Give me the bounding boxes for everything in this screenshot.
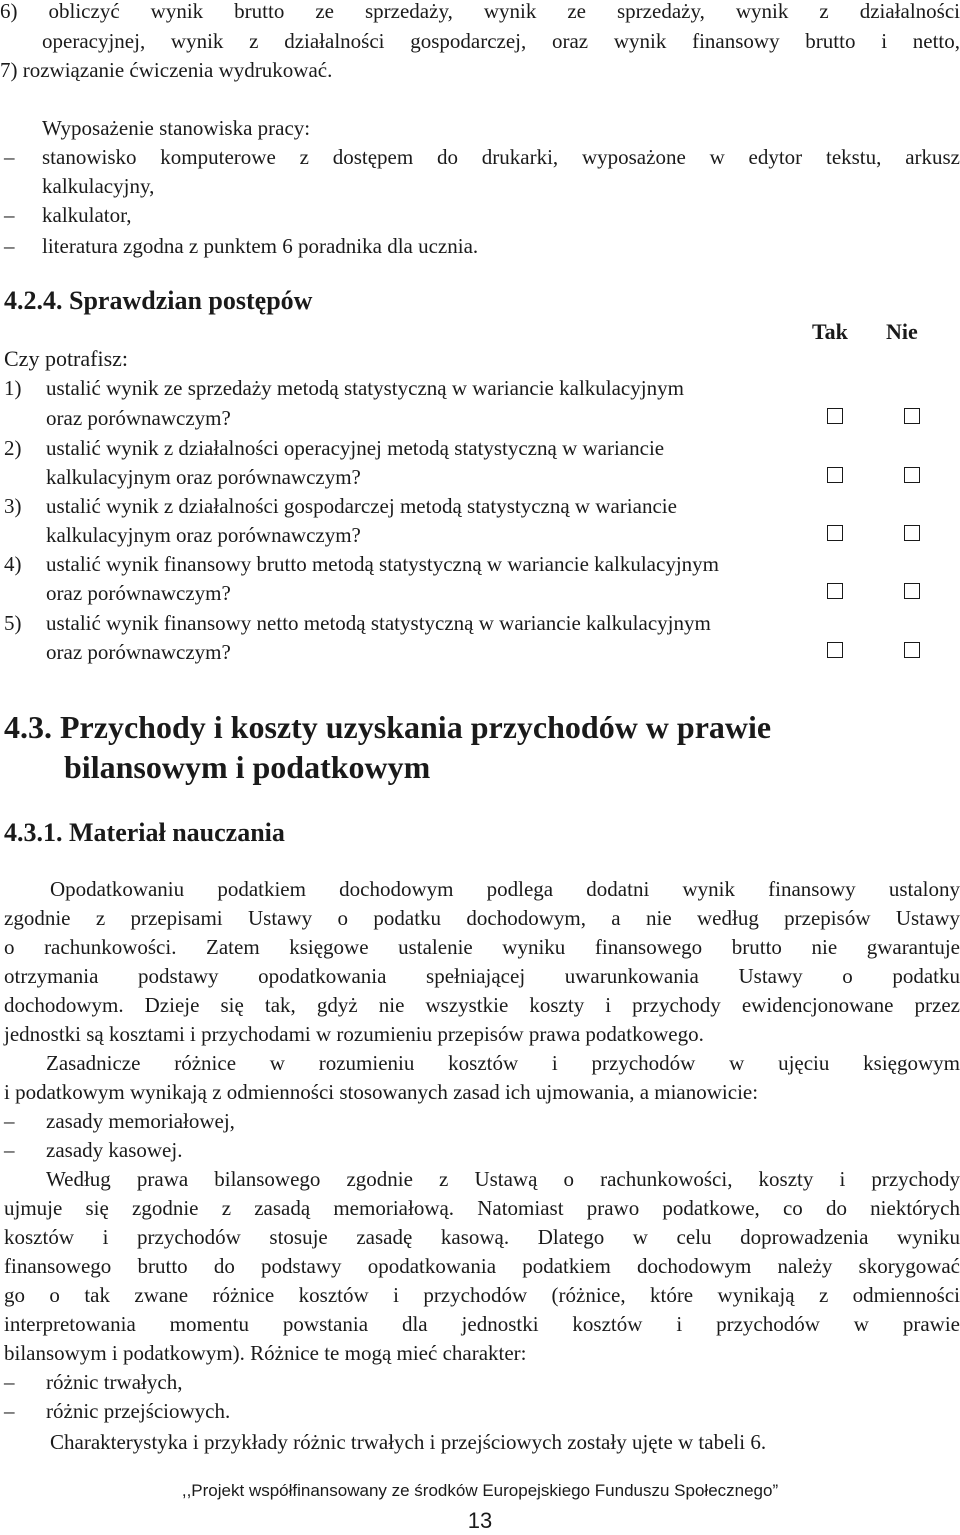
question-number: 2) — [4, 436, 22, 460]
paragraph-2-line: Zasadnicze różnice w rozumieniu kosztów i przychodów w ujęciu księgowym — [46, 1051, 960, 1075]
footer-project: ,,Projekt współfinansowany ze środków Europejskiego Funduszu Społecznego” — [181, 1481, 779, 1500]
question-4-text: ustalić wynik finansowy brutto metodą statystyczną w wariancie kalkulacyjnym — [46, 552, 719, 576]
paragraph-1-line: zgodnie z przepisami Ustawy o podatku dochodowym, a nie według przepisów Ustawy — [4, 906, 960, 930]
intro-item-6: 6) obliczyć wynik brutto ze sprzedaży, wynik ze sprzedaży, wynik z działalności — [0, 0, 960, 23]
equipment-item-3: literatura zgodna z punktem 6 poradnika dla ucznia. — [42, 234, 479, 258]
list-item: zasady memoriałowej, — [46, 1109, 235, 1133]
checkbox-no-q2[interactable] — [904, 467, 920, 483]
equipment-title: Wyposażenie stanowiska pracy: — [42, 116, 311, 140]
paragraph-2-line: i podatkowym wynikają z odmienności stosowanych zasad ich ujmowania, a mianowicie: — [4, 1080, 759, 1104]
paragraph-3-line: kosztów i przychodów stosuje zasadę kasową. Dlatego w celu doprowadzenia wyniku — [4, 1225, 960, 1249]
checkbox-yes-q3[interactable] — [827, 525, 843, 541]
checkbox-no-q1[interactable] — [904, 408, 920, 424]
section-subheading: 4.3.1. Materiał nauczania — [4, 818, 285, 847]
dash-bullet: – — [4, 1109, 15, 1133]
paragraph-3-line: ujmuje się zgodnie z zasadą memoriałową. Natomiast prawo podatkowe, co do niektórych — [4, 1196, 960, 1220]
checkbox-yes-q4[interactable] — [827, 583, 843, 599]
paragraph-3-line: interpretowania momentu powstania dla jednostki kosztów i przychodów w prawie — [4, 1312, 960, 1336]
page-number: 13 — [467, 1508, 493, 1533]
checkbox-yes-q1[interactable] — [827, 408, 843, 424]
dash-bullet: – — [4, 1370, 15, 1394]
checkbox-no-q3[interactable] — [904, 525, 920, 541]
question-number: 3) — [4, 494, 22, 518]
list-item: zasady kasowej. — [46, 1138, 183, 1162]
paragraph-4: Charakterystyka i przykłady różnic trwałych i przejściowych zostały ujęte w tabeli 6. — [50, 1430, 767, 1454]
question-number: 5) — [4, 611, 22, 635]
column-yes: Tak — [812, 319, 848, 344]
column-no: Nie — [886, 319, 918, 344]
question-2-text: ustalić wynik z działalności operacyjnej metodą statystyczną w wariancie — [46, 436, 665, 460]
list-item: różnic trwałych, — [46, 1370, 183, 1394]
equipment-item-1: stanowisko komputerowe z dostępem do drukarki, wyposażone w edytor tekstu, arkusz — [42, 145, 960, 169]
equipment-item-1-cont: kalkulacyjny, — [42, 174, 155, 198]
question-1-text-cont: oraz porównawczym? — [46, 406, 231, 430]
paragraph-3-line: bilansowym i podatkowym). Różnice te mogą mieć charakter: — [4, 1341, 527, 1365]
checkbox-no-q5[interactable] — [904, 642, 920, 658]
dash-bullet: – — [4, 203, 15, 227]
paragraph-1-line: dochodowym. Dzieje się tak, gdyż nie wszystkie koszty i przychody ewidencjonowane przez — [4, 993, 960, 1017]
dash-bullet: – — [4, 145, 15, 169]
list-item: różnic przejściowych. — [46, 1399, 231, 1423]
dash-bullet: – — [4, 1138, 15, 1162]
progress-check-lead: Czy potrafisz: — [4, 346, 129, 371]
section-heading: 4.3. Przychody i koszty uzyskania przychodów w prawie — [4, 709, 772, 745]
equipment-item-2: kalkulator, — [42, 203, 132, 227]
paragraph-1-line: otrzymania podstawy opodatkowania spełniającej uwarunkowania Ustawy o podatku — [4, 964, 960, 988]
paragraph-1-line: jednostki są kosztami i przychodami w rozumieniu przepisów prawa podatkowego. — [4, 1022, 704, 1046]
paragraph-3-line: finansowego brutto do podstawy opodatkowania podatkiem dochodowym należy skorygować — [4, 1254, 960, 1278]
question-1-text: ustalić wynik ze sprzedaży metodą statystyczną w wariancie kalkulacyjnym — [46, 376, 684, 400]
paragraph-1-line: Opodatkowaniu podatkiem dochodowym podlega dodatni wynik finansowy ustalony — [50, 877, 960, 901]
question-5-text-cont: oraz porównawczym? — [46, 640, 231, 664]
paragraph-1-line: o rachunkowości. Zatem księgowe ustalenie wyniku finansowego brutto nie gwarantuje — [4, 935, 960, 959]
question-5-text: ustalić wynik finansowy netto metodą statystyczną w wariancie kalkulacyjnym — [46, 611, 711, 635]
dash-bullet: – — [4, 234, 15, 258]
progress-check-heading: 4.2.4. Sprawdzian postępów — [4, 286, 313, 315]
question-3-text-cont: kalkulacyjnym oraz porównawczym? — [46, 523, 361, 547]
question-number: 4) — [4, 552, 22, 576]
question-number: 1) — [4, 376, 22, 400]
section-heading-cont: bilansowym i podatkowym — [64, 749, 431, 785]
checkbox-yes-q2[interactable] — [827, 467, 843, 483]
dash-bullet: – — [4, 1399, 15, 1423]
paragraph-3-line: go o tak zwane różnice kosztów i przychodów (różnice, które wynikają z odmienności — [4, 1283, 960, 1307]
checkbox-no-q4[interactable] — [904, 583, 920, 599]
intro-item-6-cont — [42, 27, 960, 55]
question-4-text-cont: oraz porównawczym? — [46, 581, 231, 605]
intro-item-6-cont-text: operacyjnej, wynik z działalności gospodarczej, oraz wynik finansowy brutto i netto, — [42, 29, 960, 53]
question-3-text: ustalić wynik z działalności gospodarczej metodą statystyczną w wariancie — [46, 494, 677, 518]
paragraph-3-line: Według prawa bilansowego zgodnie z Ustawą o rachunkowości, koszty i przychody — [46, 1167, 960, 1191]
checkbox-yes-q5[interactable] — [827, 642, 843, 658]
question-2-text-cont: kalkulacyjnym oraz porównawczym? — [46, 465, 361, 489]
intro-item-7: 7) rozwiązanie ćwiczenia wydrukować. — [0, 58, 333, 82]
